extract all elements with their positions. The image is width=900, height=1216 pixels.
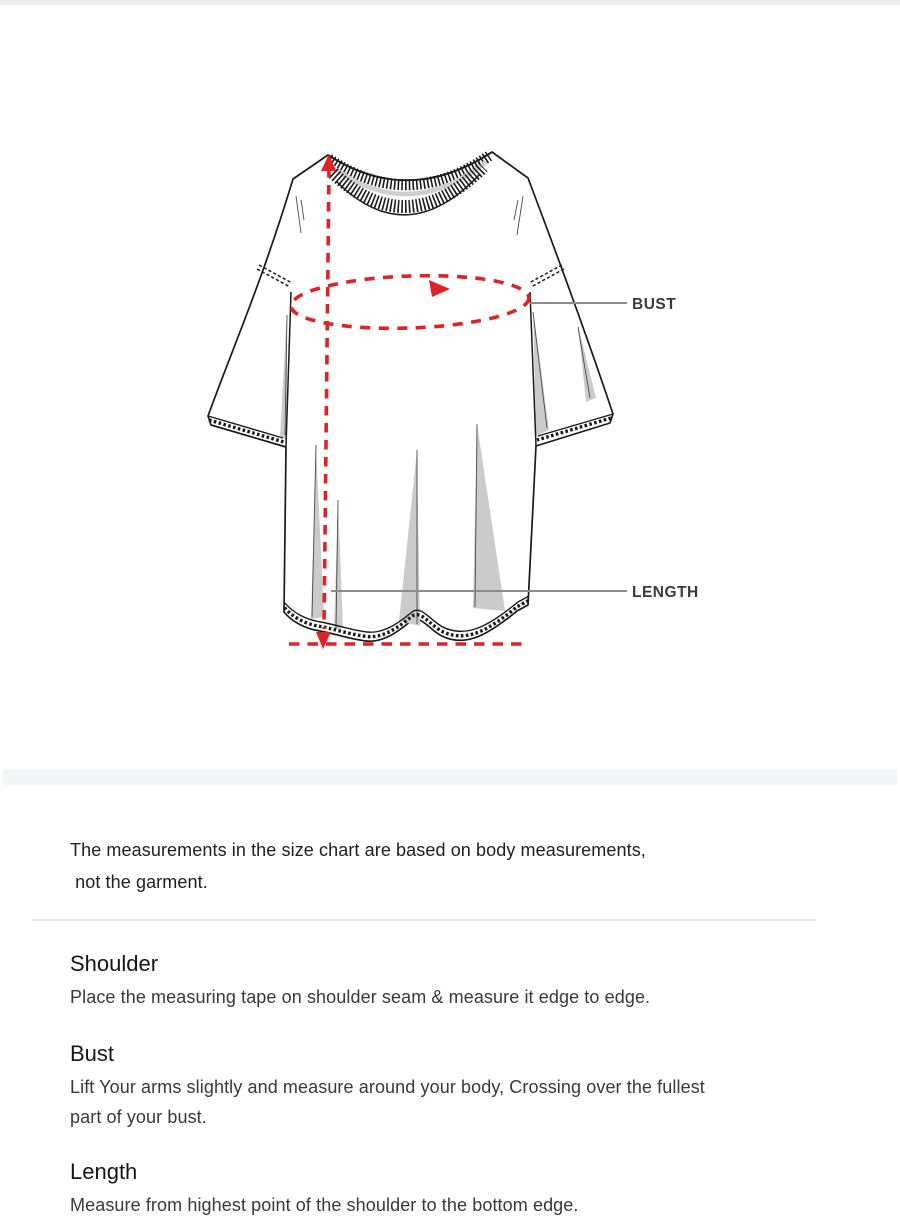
- arrow-down-icon: [316, 632, 331, 649]
- section-title-shoulder: Shoulder: [70, 951, 159, 976]
- length-label: LENGTH: [632, 584, 699, 601]
- note-text-line2: not the garment.: [70, 872, 208, 892]
- section-text-bust-line2: part of your bust.: [70, 1107, 207, 1127]
- section-separator-band: [3, 769, 897, 785]
- section-text-bust-line1: Lift Your arms slightly and measure around your body, Crossing over the fullest: [70, 1077, 705, 1097]
- section-title-length: Length: [70, 1159, 138, 1184]
- garment-lines: [208, 152, 613, 641]
- note-text-line1: The measurements in the size chart are based on body measurements,: [70, 840, 646, 860]
- section-title-bust: Bust: [70, 1041, 115, 1066]
- section-text-shoulder: Place the measuring tape on shoulder seam & measure it edge to edge.: [70, 987, 651, 1007]
- section-text-length: Measure from highest point of the shoulder to the bottom edge.: [70, 1195, 579, 1215]
- divider-line: [33, 919, 816, 921]
- bust-label: BUST: [632, 296, 677, 313]
